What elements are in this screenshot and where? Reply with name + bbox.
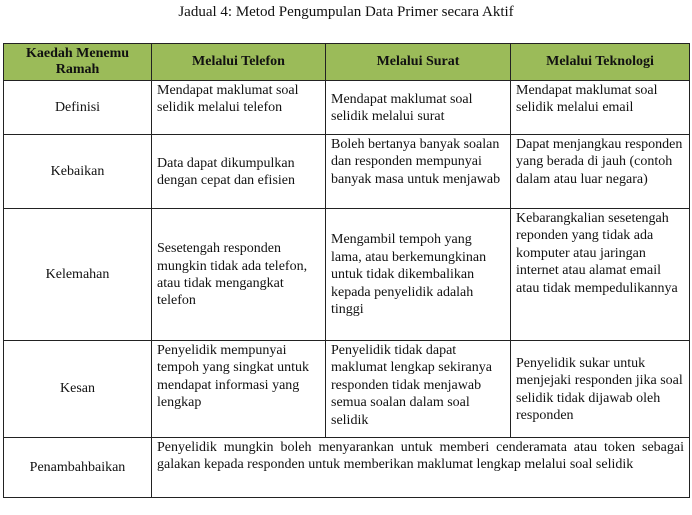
- row-label: Kelemahan: [4, 209, 152, 341]
- row-label: Definisi: [4, 81, 152, 135]
- data-collection-methods-table: [3, 43, 690, 498]
- table-row: [4, 135, 690, 209]
- cell-teknologi: Mendapat maklumat soal selidik melalui email: [511, 81, 690, 135]
- cell-telefon: Mendapat maklumat soal selidik melalui telefon: [152, 81, 326, 135]
- row-label: Kesan: [4, 341, 152, 438]
- cell-surat: Mengambil tempoh yang lama, atau berkemungkinan untuk tidak dikembalikan kepada penyelidik adalah tinggi: [326, 209, 511, 341]
- table-row: [4, 209, 690, 341]
- header-row: [4, 44, 690, 81]
- cell-telefon: Data dapat dikumpulkan dengan cepat dan efisien: [152, 135, 326, 209]
- table-row: [4, 81, 690, 135]
- cell-surat: Penyelidik tidak dapat maklumat lengkap sekiranya responden tidak menjawab semua soalan dalam soal selidik: [326, 341, 511, 438]
- cell-teknologi: Dapat menjangkau responden yang berada di jauh (contoh dalam atau luar negara): [511, 135, 690, 209]
- table-row: [4, 438, 690, 498]
- header-method: Kaedah Menemu Ramah: [4, 44, 152, 81]
- header-surat: Melalui Surat: [326, 44, 511, 81]
- cell-telefon: Sesetengah responden mungkin tidak ada telefon, atau tidak mengangkat telefon: [152, 209, 326, 341]
- cell-surat: Boleh bertanya banyak soalan dan responden mempunyai banyak masa untuk menjawab: [326, 135, 511, 209]
- cell-teknologi: Kebarangkalian sesetengah reponden yang tidak ada komputer atau jaringan internet atau alamat email atau tidak mempedulikannya: [511, 209, 690, 341]
- cell-surat: Mendapat maklumat soal selidik melalui surat: [326, 81, 511, 135]
- table-caption: Jadual 4: Metod Pengumpulan Data Primer secara Aktif: [178, 4, 514, 20]
- header-teknologi: Melalui Teknologi: [511, 44, 690, 81]
- cell-telefon: Penyelidik mempunyai tempoh yang singkat untuk mendapat informasi yang lengkap: [152, 341, 326, 438]
- cell-teknologi: Penyelidik sukar untuk menjejaki responden jika soal selidik tidak dijawab oleh responden: [511, 341, 690, 438]
- row-label: Kebaikan: [4, 135, 152, 209]
- header-telefon: Melalui Telefon: [152, 44, 326, 81]
- row-label: Penambahbaikan: [4, 438, 152, 498]
- cell-penambahbaikan: Penyelidik mungkin boleh menyarankan untuk memberi cenderamata atau token sebagai galakan kepada responden untuk memberikan maklumat lengkap melalui soal selidik: [152, 438, 690, 498]
- table-row: [4, 341, 690, 438]
